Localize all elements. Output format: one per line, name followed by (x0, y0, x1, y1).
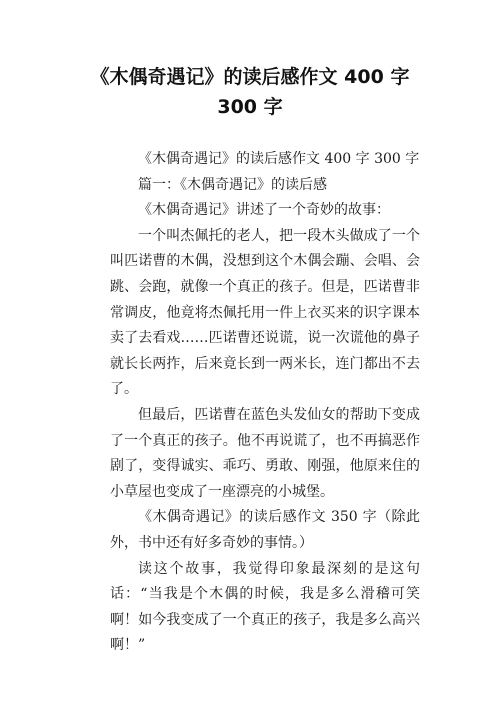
paragraph-reflection: 读这个故事，我觉得印象最深刻的是这句话：“当我是个木偶的时候，我是多么滑稽可笑啊！如今我变成了一个真正的孩子，我是多么高兴啊！” (110, 560, 420, 654)
document-title (0, 62, 500, 122)
paragraph-intro: 《木偶奇遇记》讲述了一个奇妙的故事： (138, 202, 390, 219)
paragraph-note: 《木偶奇遇记》的读后感作文 350 字（除此外，书中还有好多奇妙的事情。） (110, 509, 420, 551)
document-body (110, 147, 420, 659)
title-line-1: 《木偶奇遇记》的读后感作文 400 字 (90, 66, 410, 88)
paragraph-subtitle: 《木偶奇遇记》的读后感作文 400 字 300 字 (138, 151, 420, 167)
paragraph-ending: 但最后，匹诺曹在蓝色头发仙女的帮助下变成了一个真正的孩子。他不再说谎了，也不再搞恶作剧了，变得诚实、乖巧、勇敢、刚强，他原来住的小草屋也变成了一座漂亮的小城堡。 (110, 406, 420, 500)
paragraph-story: 一个叫杰佩托的老人，把一段木头做成了一个叫匹诺曹的木偶，没想到这个木偶会蹦、会唱、会跳、会跑，就像一个真正的孩子。但是，匹诺曹非常调皮，他竟将杰佩托用一件上衣买来的识字课本卖了去看戏……匹诺曹还说谎，说一次谎他的鼻子就长长两拃，后来竟长到一两米长，连门都出不去了。 (110, 227, 420, 398)
paragraph-section-heading: 篇一：《木偶奇遇记》的读后感 (138, 176, 327, 193)
title-line-2: 300 字 (217, 96, 283, 118)
